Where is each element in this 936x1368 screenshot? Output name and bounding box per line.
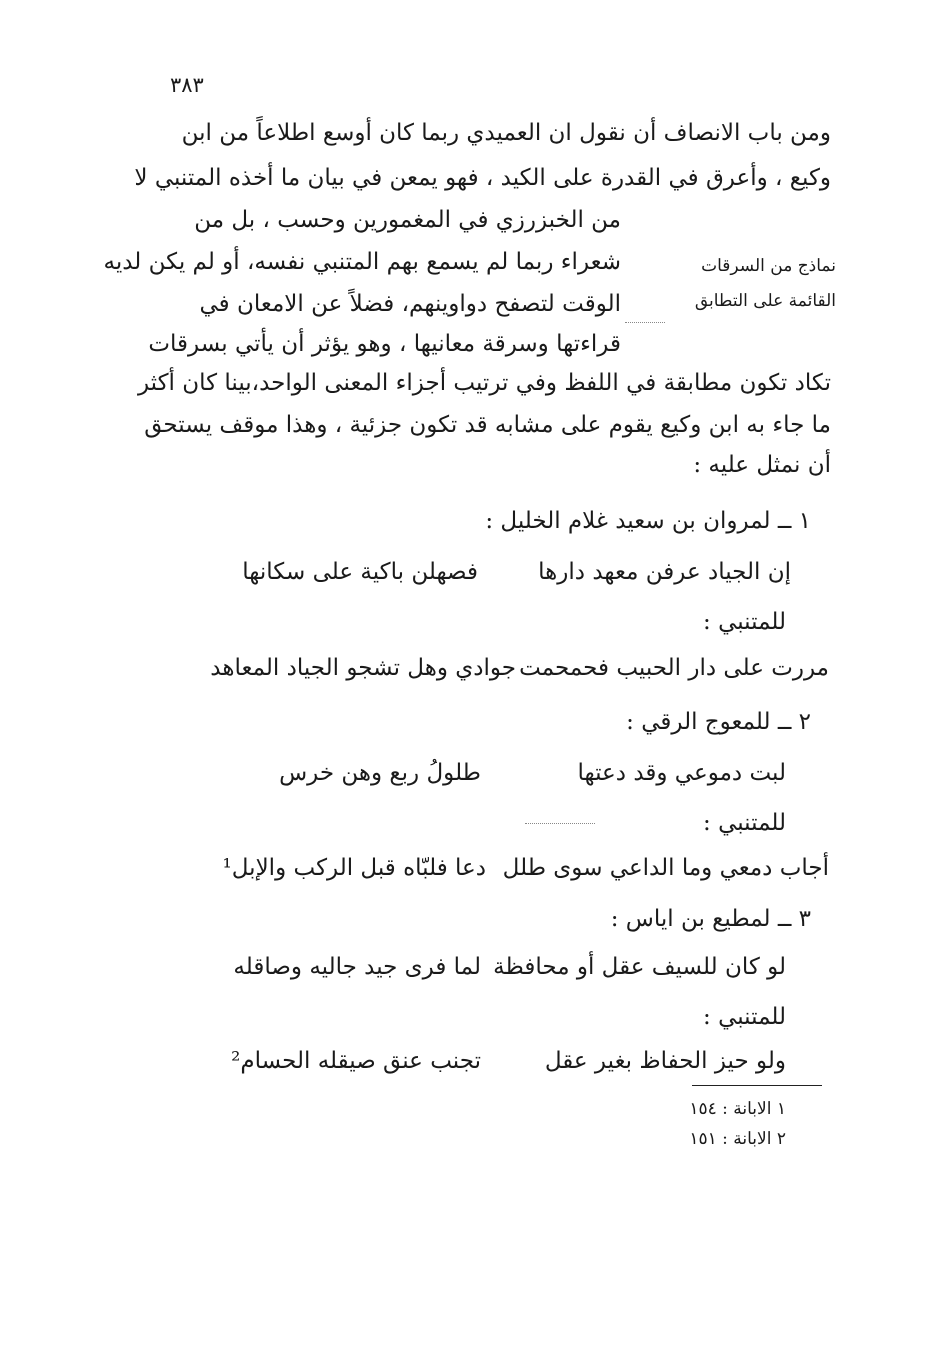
side-note-divider	[625, 322, 665, 323]
verse-hemistich-right: لو كان للسيف عقل أو محافظة	[493, 954, 786, 980]
side-note-line-1: نماذج من السرقات	[701, 256, 836, 276]
footnote-2: ٢ الابانة : ١٥١	[689, 1129, 786, 1149]
example-heading-1: ١ ــ لمروان بن سعيد غلام الخليل :	[485, 508, 811, 534]
paragraph-line-6: قراءتها وسرقة معانيها ، وهو يؤثر أن يأتي بسرقات	[148, 331, 621, 357]
side-note-line-2: القائمة على التطابق	[694, 291, 836, 311]
page-number: ٣٨٣	[170, 73, 204, 97]
paragraph-line-5: الوقت لتصفح دواوينهم، فضلاً عن الامعان في	[199, 291, 621, 317]
paragraph-line-9: أن نمثل عليه :	[693, 452, 831, 478]
attribution-mutanabbi: للمتنبي :	[703, 609, 786, 635]
verse-hemistich-left: دعا فلبّاه قبل الركب والإبل¹	[222, 855, 486, 881]
paragraph-line-2: وكيع ، وأعرق في القدرة على الكيد ، فهو يمعن في بيان ما أخذه المتنبي لا	[134, 165, 831, 191]
verse-hemistich-left: تجنب عنق صيقله الحسام²	[231, 1048, 481, 1074]
footnote-1: ١ الابانة : ١٥٤	[689, 1099, 786, 1119]
paragraph-line-4: شعراء ربما لم يسمع بهم المتنبي نفسه، أو لم يكن لديه	[103, 249, 621, 275]
verse-hemistich-left: فصهلن باكية على سكانها	[242, 559, 478, 585]
verse-hemistich-right: ولو حيز الحفاظ بغير عقل	[544, 1048, 786, 1074]
dotted-rule	[525, 823, 595, 824]
footnote-rule	[692, 1085, 822, 1086]
paragraph-line-8: ما جاء به ابن وكيع يقوم على مشابه قد تكون جزئية ، وهذا موقف يستحق	[144, 412, 831, 438]
verse-hemistich-right: مررت على دار الحبيب فحمحمت	[519, 655, 829, 681]
verse-hemistich-left: جوادي وهل تشجو الجياد المعاهد	[210, 655, 516, 681]
example-heading-3: ٣ ــ لمطيع بن اياس :	[610, 906, 811, 932]
example-heading-2: ٢ ــ للمعوج الرقي :	[626, 709, 811, 735]
verse-hemistich-right: أجاب دمعي وما الداعي سوى طلل	[502, 855, 829, 881]
verse-hemistich-left: لما فرى جيد جاليه وصاقله	[233, 954, 481, 980]
attribution-mutanabbi: للمتنبي :	[703, 1004, 786, 1030]
verse-hemistich-left: طلولُ ربع وهن خرس	[279, 760, 481, 786]
paragraph-line-1: ومن باب الانصاف أن نقول ان العميدي ربما كان أوسع اطلاعاً من ابن	[181, 120, 831, 146]
verse-hemistich-right: لبت دموعي وقد دعتها	[577, 760, 786, 786]
paragraph-line-3: من الخبزرزي في المغمورين وحسب ، بل من	[194, 207, 621, 233]
attribution-mutanabbi: للمتنبي :	[703, 810, 786, 836]
verse-hemistich-right: إن الجياد عرفن معهد دارها	[538, 559, 791, 585]
paragraph-line-7: تكاد تكون مطابقة في اللفظ وفي ترتيب أجزاء المعنى الواحد،بينا كان أكثر	[137, 370, 831, 396]
